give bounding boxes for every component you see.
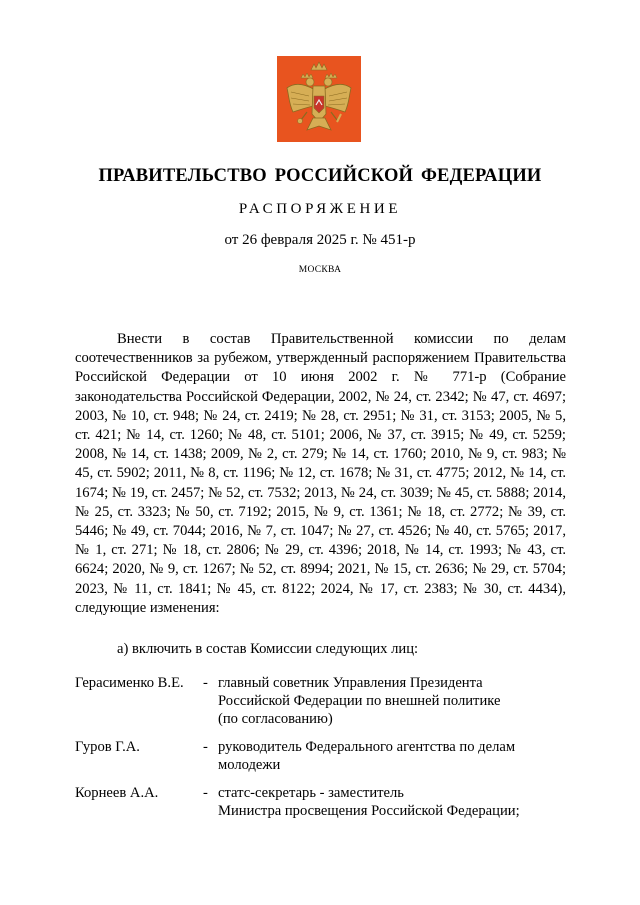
subitem-a: а) включить в состав Комиссии следующих лиц:: [117, 641, 419, 657]
person-role: главный советник Управления Президента Российской Федерации по внешней политике (по согласованию): [218, 675, 501, 727]
person-role: статс-секретарь - заместитель Министра просвещения Российской Федерации;: [218, 785, 520, 819]
dash: -: [203, 739, 208, 755]
document-city: МОСКВА: [298, 265, 342, 275]
russian-coat-of-arms-icon: [277, 56, 361, 142]
person-name: Герасименко В.Е.: [75, 675, 184, 691]
dash: -: [203, 785, 208, 801]
list-item: [75, 674, 575, 728]
person-name: Корнеев А.А.: [75, 785, 159, 801]
intro-paragraph: Внести в состав Правительственной комиссии по делам соотечественников за рубежом, утвержденный распоряжением Правительства Российской Федерации от 10 июня 2002 г. № 771-р (Собрание законодательства Российской Федерации, 2002, № 24, ст. 2342; № 47, ст. 4697; 2003, № 10, ст. 948; № 24, ст. 2419; № 28, ст. 2951; № 31, ст. 3153; 2005, № 5, ст. 421; № 14, ст. 1260; № 48, ст. 5101; 2006, № 37, ст. 3915; № 49, ст. 5259; 2008, № 14, ст. 1438; 2009, № 2, ст. 279; № 14, ст. 1760; 2010, № 9, ст. 983; № 45, ст. 5902; 2011, № 8, ст. 1196; № 12, ст. 1678; № 31, ст. 4775; 2012, № 14, ст. 1674; № 19, ст. 2457; № 52, ст. 7532; 2013, № 24, ст. 3039; № 45, ст. 5888; 2014, № 25, ст. 3323; № 50, ст. 7192; 2015, № 9, ст. 1361; № 18, ст. 2772; № 39, ст. 5446; № 49, ст. 7044; 2016, № 7, ст. 1047; № 27, ст. 4526; № 40, ст. 5765; 2017, № 1, ст. 271; № 18, ст. 2806; № 29, ст. 4396; 2018, № 14, ст. 1993; № 43, ст. 6624; 2020, № 9, ст. 1267; № 52, ст. 8994; 2021, № 15, ст. 2636; № 29, ст. 5704; 2023, № 11, ст. 1841; № 45, ст. 8122; 2024, № 17, ст. 2383; № 30, ст. 4434), следующие изменения:: [75, 331, 566, 616]
person-role: руководитель Федерального агентства по делам молодежи: [218, 739, 516, 773]
dash: -: [203, 675, 208, 691]
document-type: РАСПОРЯЖЕНИЕ: [238, 201, 402, 217]
government-title: ПРАВИТЕЛЬСТВО РОССИЙСКОЙ ФЕДЕРАЦИИ: [98, 166, 542, 186]
document-date-number: от 26 февраля 2025 г. № 451-р: [224, 232, 416, 248]
body-text: [75, 330, 566, 618]
person-name: Гуров Г.А.: [75, 739, 140, 755]
people-list: [75, 674, 575, 830]
list-item: [75, 784, 575, 820]
list-item: [75, 738, 575, 774]
